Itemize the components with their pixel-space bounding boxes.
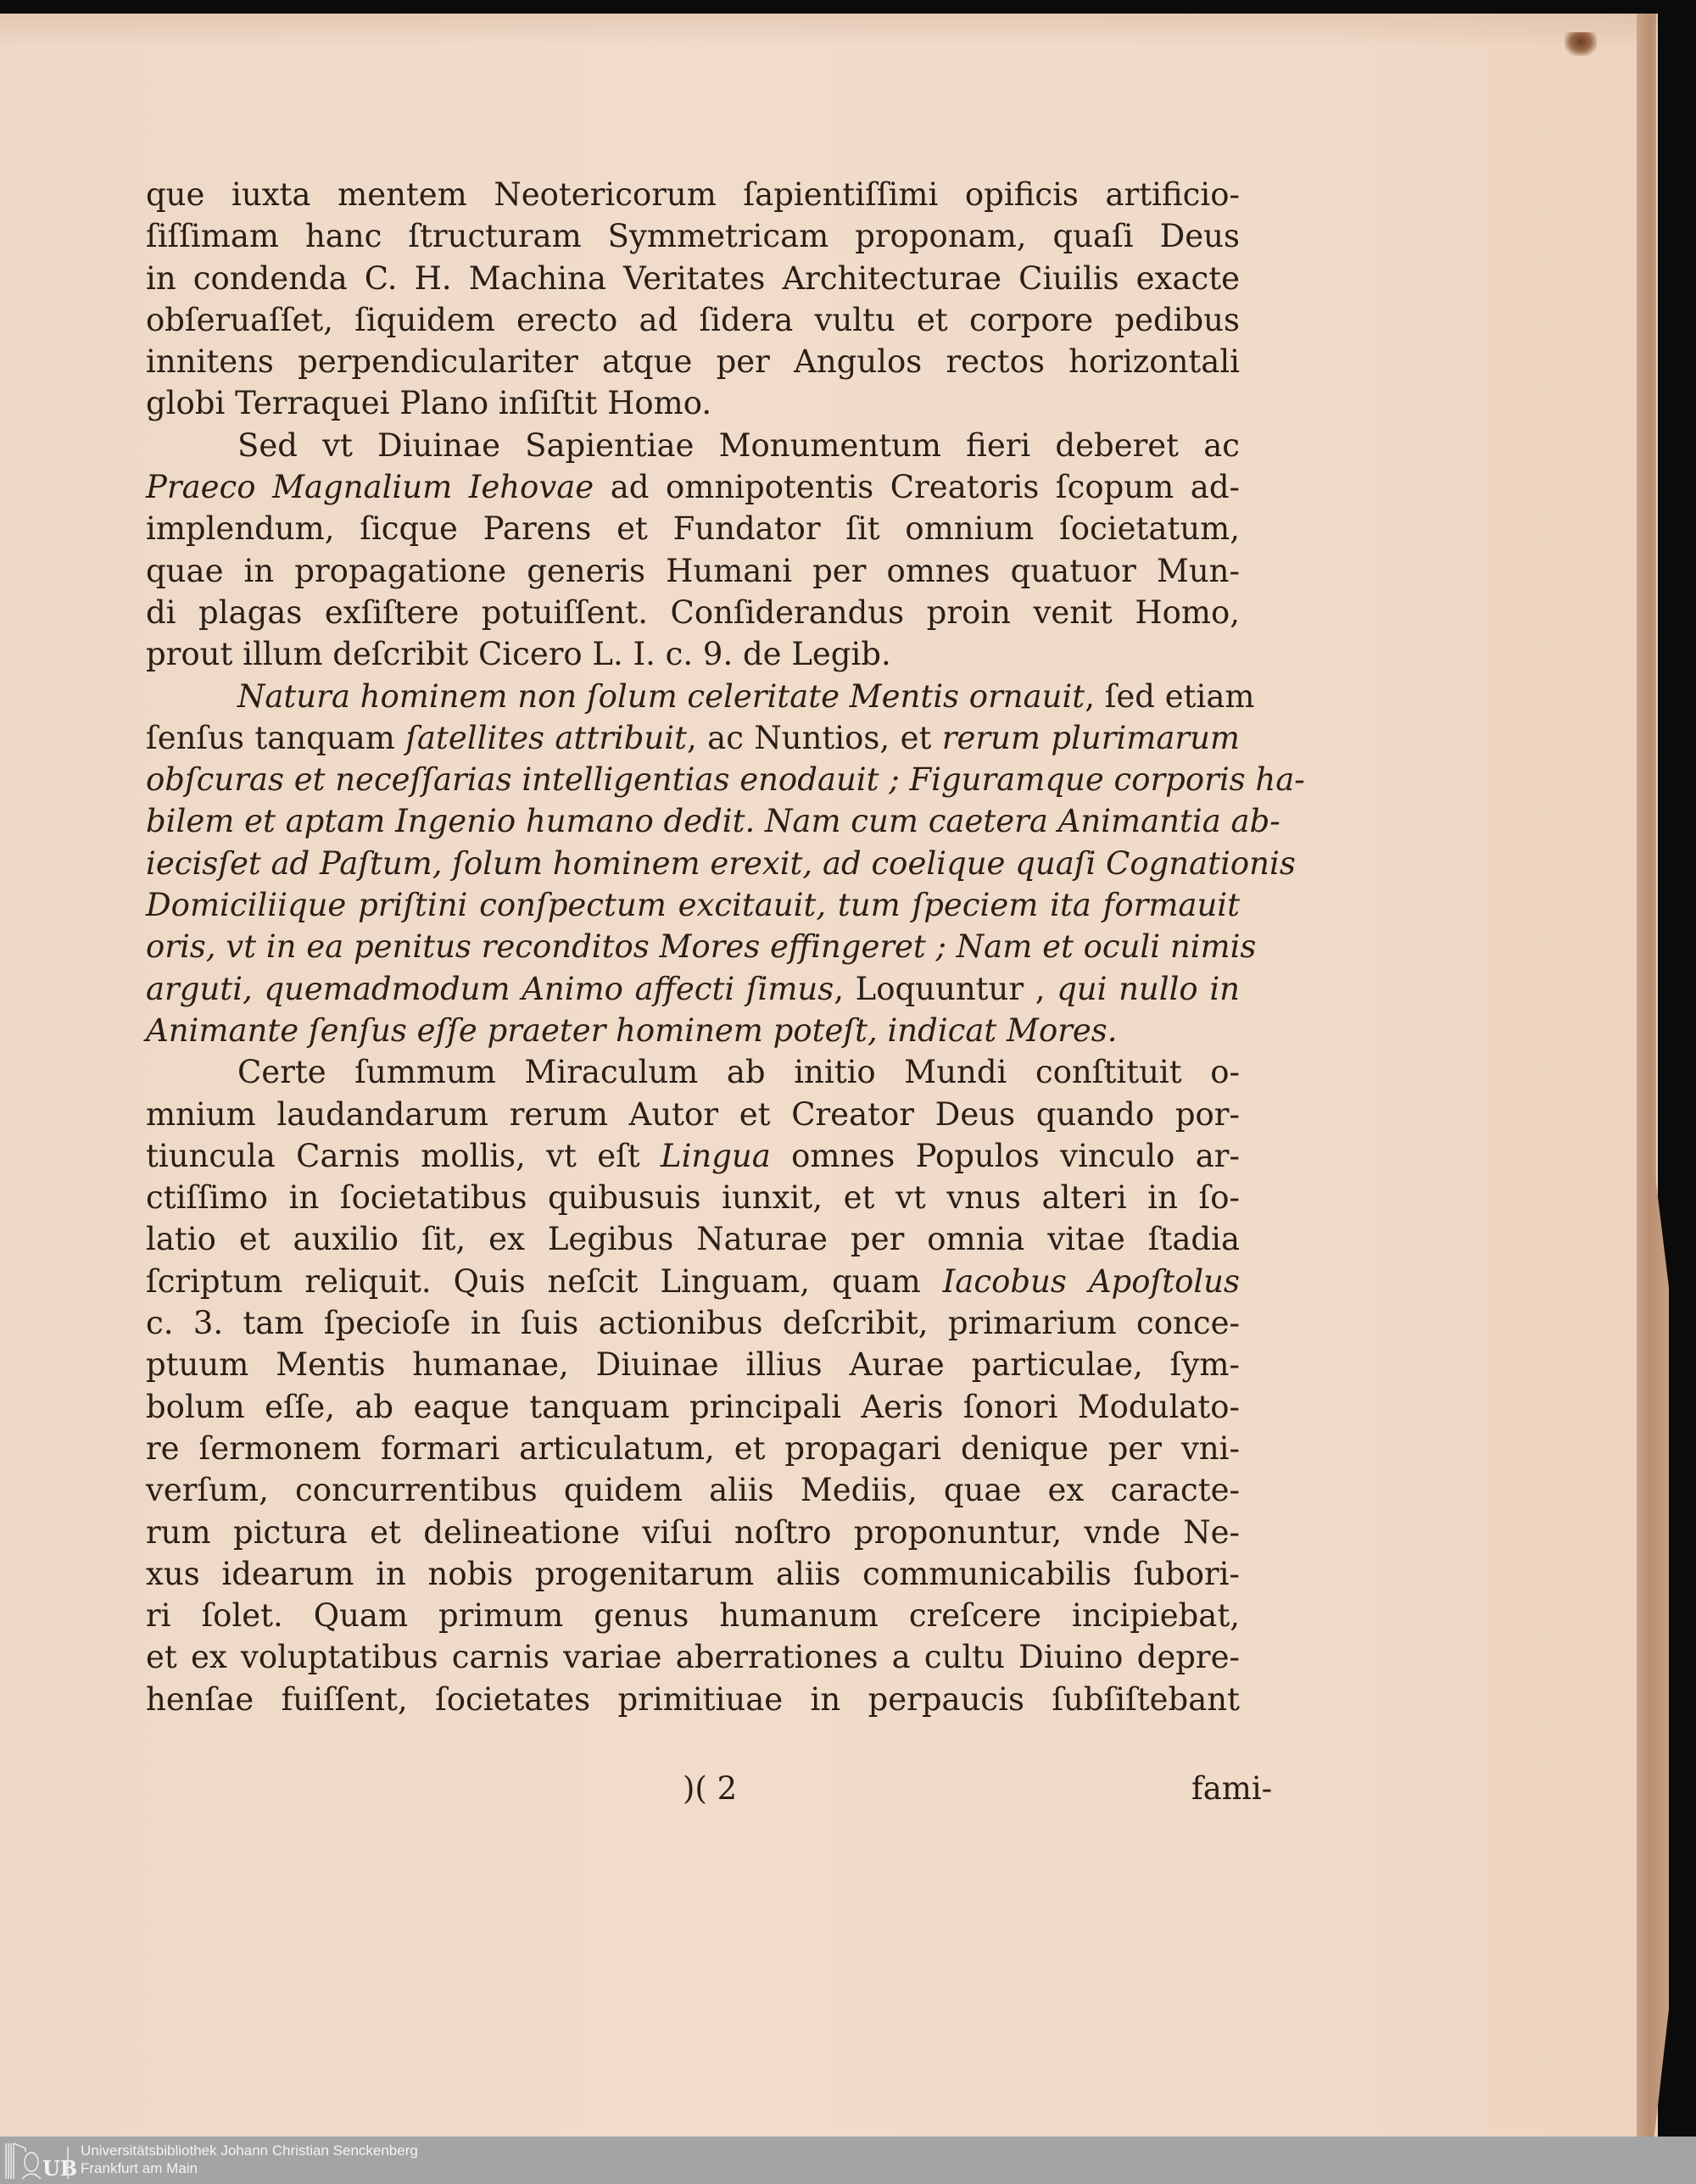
text-segment: di plagas exſiſtere potuiſſent. Conſiderandus proin venit Homo, — [146, 593, 1240, 631]
text-line — [146, 341, 1240, 382]
text-line — [146, 592, 1240, 633]
italic-text-segment: Domiciliique priſtini conſpectum excitauit, tum ſpeciem ita formauit — [146, 887, 1240, 924]
text-line — [146, 1094, 1240, 1135]
library-city: Frankfurt am Main — [81, 2160, 198, 2176]
text-segment: , Loquuntur , — [834, 970, 1057, 1007]
text-segment: et ex voluptatibus carnis variae aberrationes a cultu Diuino depre- — [146, 1639, 1240, 1676]
text-segment: ctiſſimo in ſocietatibus quibusuis iunxit, et vt vnus alteri in ſo- — [146, 1179, 1240, 1217]
catchword: fami- — [1191, 1770, 1273, 1807]
text-line — [146, 884, 1240, 926]
text-segment: globi Terraquei Plano inſiſtit Homo. — [146, 385, 712, 422]
text-line — [146, 1218, 1240, 1260]
italic-text-segment: oris, vt in ea penitus reconditos Mores effingeret ; Nam et oculi nimis — [146, 928, 1257, 966]
text-segment: re ſermonem formari articulatum, et propagari denique per vni- — [146, 1429, 1240, 1467]
text-segment: innitens perpendiculariter atque per Angulos rectos horizontali — [146, 343, 1240, 381]
text-segment: ſiſſimam hanc ſtructuram Symmetricam proponam, quaſi Deus — [146, 218, 1240, 255]
italic-text-segment: arguti, quemadmodum Animo affecti ſimus — [146, 970, 834, 1007]
text-line — [146, 299, 1240, 341]
text-line — [146, 1386, 1240, 1428]
text-line — [146, 550, 1240, 592]
library-name: Universitätsbibliothek Johann Christian Senckenberg — [81, 2142, 418, 2159]
text-line — [146, 1553, 1240, 1595]
text-line — [146, 717, 1240, 759]
text-segment: ad omnipotentis Creatoris ſcopum ad- — [594, 469, 1241, 506]
text-segment: henſae fuiſſent, ſocietates primitiuae in perpaucis ſubſiſtebant — [146, 1680, 1240, 1718]
text-line — [146, 174, 1240, 215]
ub-logo-icon — [3, 2140, 78, 2181]
text-segment: prout illum deſcribit Cicero L. I. c. 9. de Legib. — [146, 636, 891, 673]
text-line — [146, 676, 1255, 717]
italic-text-segment: ſatellites attribuit — [405, 719, 687, 756]
text-segment: verſum, concurrentibus quidem aliis Mediis, quae ex caracte- — [146, 1472, 1240, 1509]
text-segment: obſeruaſſet, ſiquidem erecto ad ſidera vultu et corpore pedibus — [146, 301, 1240, 338]
footer-caption — [81, 2142, 418, 2177]
text-segment: Sed vt Diuinae Sapientiae Monumentum fieri deberet ac — [237, 426, 1240, 464]
text-segment: rum pictura et delineatione viſui noſtro proponuntur, vnde Ne- — [146, 1513, 1240, 1551]
text-segment: mnium laudandarum rerum Autor et Creator Deus quando por- — [146, 1095, 1240, 1133]
text-line — [146, 1010, 1240, 1051]
italic-text-segment: Iacobus Apoſtolus — [942, 1262, 1241, 1300]
logo-text: UB — [42, 2156, 78, 2181]
italic-text-segment: Lingua — [661, 1137, 771, 1174]
text-line — [146, 1595, 1240, 1636]
text-line — [146, 1051, 1240, 1093]
text-segment: quae in propagatione generis Humani per omnes quatuor Mun- — [146, 552, 1240, 589]
page-tear — [1565, 32, 1597, 56]
text-segment: ptuum Mentis humanae, Diuinae illius Aurae particulae, ſym- — [146, 1346, 1240, 1384]
italic-text-segment: bilem et aptam Ingenio humano dedit. Nam cum caetera Animantia ab- — [146, 803, 1280, 840]
library-footer — [0, 2137, 1696, 2184]
text-segment: tiuncula Carnis mollis, vt eſt — [146, 1137, 661, 1174]
text-line — [146, 759, 1305, 800]
text-segment: , ac Nuntios, et — [686, 719, 942, 756]
text-segment: bolum eſſe, ab eaque tanquam principali Aeris ſonori Modulato- — [146, 1388, 1240, 1425]
text-line — [146, 1636, 1240, 1678]
text-line — [146, 382, 1240, 424]
text-segment: Certe ſummum Miraculum ab initio Mundi conſtituit o- — [237, 1054, 1240, 1091]
text-line — [146, 1177, 1240, 1218]
text-line — [146, 1302, 1240, 1344]
text-segment: xus idearum in nobis progenitarum aliis communicabilis ſubori- — [146, 1555, 1240, 1592]
text-segment: omnes Populos vinculo ar- — [770, 1137, 1240, 1174]
italic-text-segment: qui nullo in — [1057, 970, 1240, 1007]
text-line — [146, 1428, 1240, 1469]
text-line — [146, 425, 1240, 466]
text-segment: ſenſus tanquam — [146, 719, 406, 756]
text-segment: in condenda C. H. Machina Veritates Architecturae Ciuilis exacte — [146, 259, 1240, 297]
text-line — [146, 843, 1296, 884]
italic-text-segment: Animante ſenſus eſſe praeter hominem poteſt, indicat Mores. — [146, 1011, 1118, 1049]
text-segment: que iuxta mentem Neotericorum ſapientiſſimi opificis artificio- — [146, 176, 1240, 213]
text-line — [146, 1135, 1240, 1177]
text-segment: ſcriptum reliquit. Quis neſcit Linguam, quam — [146, 1262, 943, 1300]
text-line — [146, 508, 1240, 549]
text-line — [146, 926, 1257, 967]
italic-text-segment: Natura hominem non ſolum celeritate Mentis ornauit — [237, 677, 1085, 715]
text-line — [146, 1344, 1240, 1385]
text-segment: latio et auxilio ſit, ex Legibus Naturae per omnia vitae ſtadia — [146, 1221, 1240, 1258]
signature-mark: )( 2 — [683, 1770, 738, 1807]
text-line — [146, 258, 1240, 299]
text-segment: implendum, ſicque Parens et Fundator ſit omnium ſocietatum, — [146, 510, 1240, 548]
text-line — [146, 633, 1240, 675]
text-line — [146, 215, 1240, 257]
text-line — [146, 1261, 1240, 1302]
text-line — [146, 968, 1240, 1010]
italic-text-segment: rerum plurimarum — [941, 719, 1240, 756]
page-stain — [0, 14, 1658, 47]
italic-text-segment: iecisſet ad Paſtum, ſolum hominem erexit, ad coelique quaſi Cognationis — [146, 844, 1296, 882]
text-line — [146, 1512, 1240, 1553]
text-line — [146, 1469, 1240, 1511]
text-segment: c. 3. tam ſpecioſe in ſuis actionibus deſcribit, primarium conce- — [146, 1305, 1240, 1342]
italic-text-segment: Praeco Magnalium Iehovae — [146, 469, 594, 506]
text-line — [146, 466, 1240, 508]
text-line — [146, 1679, 1240, 1720]
text-line — [146, 800, 1280, 842]
text-segment: , ſed etiam — [1085, 677, 1255, 715]
body-text — [146, 174, 1305, 1720]
text-segment: ri ſolet. Quam primum genus humanum creſcere incipiebat, — [146, 1597, 1240, 1635]
italic-text-segment: obſcuras et neceſſarias intelligentias enodauit ; Figuramque corporis ha- — [146, 761, 1305, 799]
